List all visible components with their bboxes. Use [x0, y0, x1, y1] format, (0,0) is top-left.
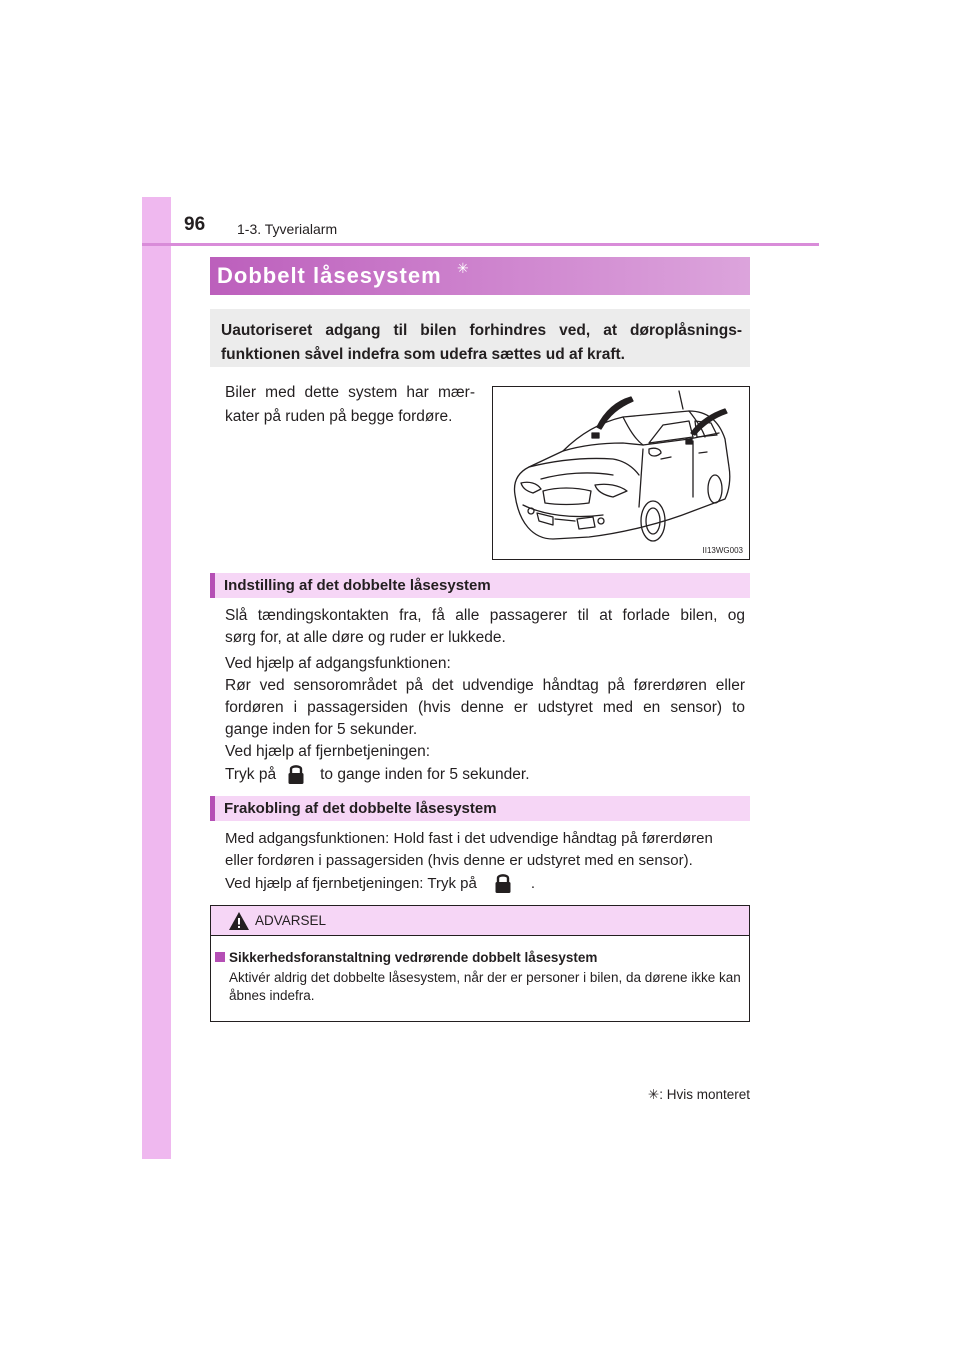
lock-icon	[493, 872, 513, 894]
intro-box	[210, 309, 750, 367]
subheading-setting	[210, 573, 750, 598]
text-fragment: to gange inden for 5 sekunder.	[320, 766, 530, 783]
optional-mark: ✳	[457, 260, 469, 276]
text-line: Slå tændingskontakten fra, få alle passagerer til at forlade bilen, og	[225, 607, 745, 624]
warning-body: Aktivér aldrig det dobbelte låsesystem, når der er personer i bilen, da dørene ikke kan åbnes indefra.	[229, 970, 741, 1003]
setting-paragraph-1	[225, 605, 745, 649]
subheading-text: Indstilling af det dobbelte låsesystem	[224, 577, 491, 594]
header-rule	[142, 243, 819, 246]
car-description-line: Biler med dette system har mær-	[225, 384, 475, 401]
warning-label: ADVARSEL	[255, 913, 327, 928]
warning-bullet-title	[215, 950, 597, 965]
text-fragment: .	[530, 875, 536, 892]
car-figure	[492, 386, 750, 560]
setting-paragraph-2	[225, 653, 745, 786]
car-description-line: kater på ruden på begge fordøre.	[225, 408, 453, 425]
page-side-tab	[142, 197, 171, 1159]
lock-icon	[286, 763, 306, 785]
bullet-square-icon	[215, 952, 225, 962]
footnote-text: : Hvis monteret	[659, 1087, 750, 1102]
footnote-mark: ✳	[647, 1087, 660, 1102]
warning-header	[211, 906, 749, 936]
release-paragraph	[225, 828, 745, 895]
subheading-accent	[210, 573, 215, 598]
figure-code: II13WG003	[702, 546, 743, 555]
text-line: eller fordøren i passagersiden (hvis denne er udstyret med en sensor).	[225, 852, 693, 869]
text-fragment: Ved hjælp af fjernbetjeningen: Tryk på	[225, 875, 477, 892]
text-line: fordøren i passagersiden (hvis denne er udstyret med en sensor) to	[225, 699, 745, 716]
text-line: Rør ved sensorområdet på det udvendige håndtag på førerdøren eller	[225, 677, 745, 694]
section-title: 1-3. Tyverialarm	[237, 221, 338, 237]
intro-text: Uautoriseret adgang til bilen forhindres ved, at døroplåsnings-funktionen såvel indefra som udefra sættes ud af kraft.	[221, 322, 742, 363]
subheading-accent	[210, 796, 215, 821]
warning-title-text: Sikkerhedsforanstaltning vedrørende dobbelt låsesystem	[229, 950, 598, 965]
text-line: gange inden for 5 sekunder.	[225, 721, 418, 738]
subheading-text: Frakobling af det dobbelte låsesystem	[224, 800, 497, 817]
text-line: sørg for, at alle døre og ruder er lukkede.	[225, 629, 506, 646]
text-line: Ved hjælp af fjernbetjeningen:	[225, 743, 431, 760]
text-line: Med adgangsfunktionen: Hold fast i det udvendige håndtag på førerdøren	[225, 830, 713, 847]
text-fragment: Tryk på	[225, 766, 277, 783]
page-title: Dobbelt låsesystem	[217, 263, 442, 288]
text-line	[225, 872, 745, 895]
page-number: 96	[184, 214, 206, 235]
subheading-release	[210, 796, 750, 821]
text-line: Ved hjælp af adgangsfunktionen:	[225, 655, 451, 672]
car-description	[225, 381, 475, 429]
warning-triangle-icon	[228, 911, 250, 931]
text-line	[225, 763, 745, 786]
footnote	[648, 1087, 750, 1103]
warning-box	[210, 905, 750, 1022]
car-illustration	[493, 387, 749, 559]
title-bar	[210, 257, 750, 295]
